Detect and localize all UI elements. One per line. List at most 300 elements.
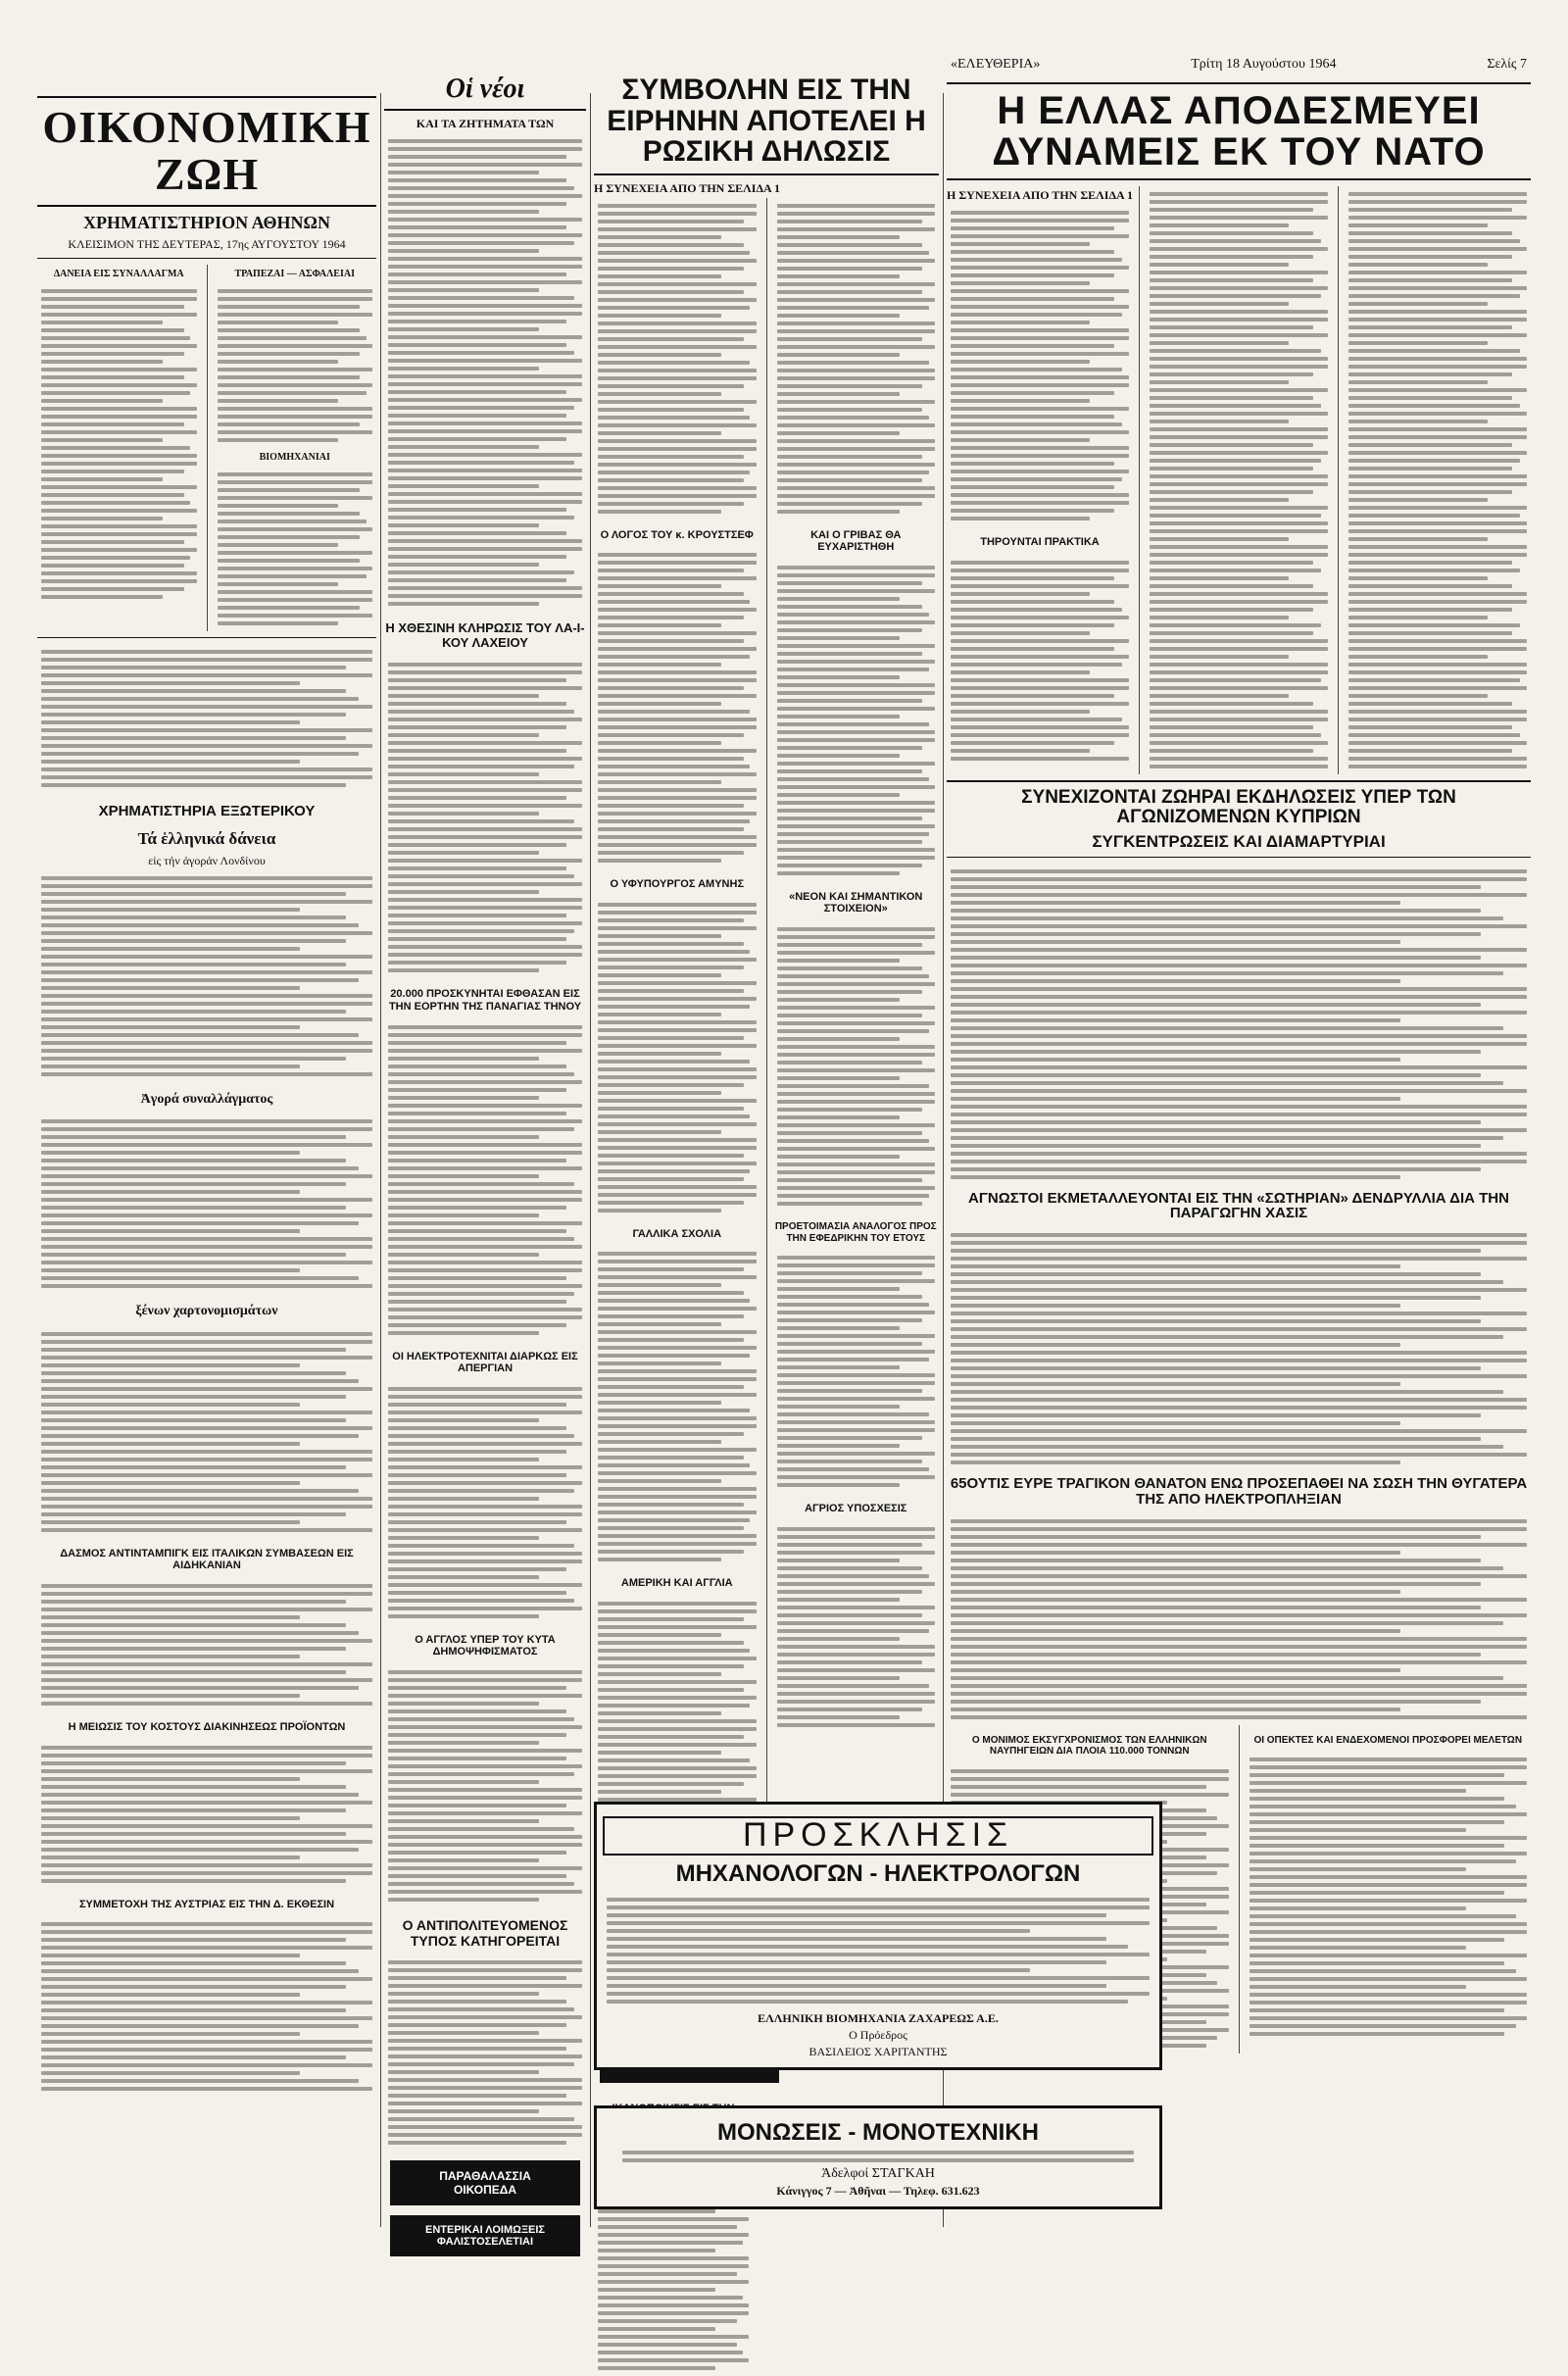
text-line: [388, 898, 582, 902]
text-line: [598, 1099, 757, 1103]
text-line: [777, 864, 923, 867]
text-line: [598, 1711, 721, 1715]
text-line: [598, 757, 744, 761]
text-line: [598, 819, 750, 823]
text-line: [598, 2335, 749, 2339]
headline: ξένων χαρτονομισμάτων: [135, 1304, 278, 1319]
text-line: [388, 772, 539, 776]
text-line: [41, 1946, 372, 1950]
text-line: [388, 1253, 539, 1257]
text-line: [41, 1356, 372, 1360]
text-line: [951, 352, 1129, 356]
text-line: [951, 470, 1129, 473]
text-line: [777, 1676, 901, 1680]
text-line: [41, 336, 190, 340]
text-line: [41, 1930, 372, 1934]
text-line: [1150, 365, 1328, 369]
text-line: [777, 668, 929, 671]
text-line: [388, 1473, 566, 1477]
text-line: [1150, 616, 1289, 619]
text-line: [598, 447, 757, 451]
text-line: [41, 1261, 372, 1264]
text-line: [777, 691, 936, 695]
text-line: [598, 2319, 737, 2323]
text-line: [41, 783, 346, 787]
text-line: [777, 1202, 923, 1206]
text-line: [777, 1194, 929, 1198]
text-line: [41, 1135, 346, 1139]
text-line: [951, 584, 1129, 588]
text-line: [1150, 718, 1328, 721]
text-line: [598, 1657, 757, 1660]
text-line: [388, 780, 582, 784]
text-line: [218, 559, 361, 563]
text-line: [598, 733, 744, 737]
text-line: [777, 1684, 929, 1688]
text-line: [598, 2288, 715, 2292]
text-line: [777, 1653, 936, 1657]
text-line: [777, 1467, 929, 1471]
text-line: [388, 421, 582, 425]
text-line: [598, 694, 757, 698]
text-line: [1150, 537, 1289, 541]
text-line: [598, 259, 757, 263]
text-line: [777, 306, 929, 310]
text-line: [777, 1475, 936, 1479]
text-line: [951, 422, 1122, 426]
text-line: [1150, 412, 1328, 416]
text-line: [41, 1512, 346, 1516]
text-line: [777, 675, 901, 679]
text-line: [951, 1413, 1481, 1417]
text-line: [218, 383, 373, 387]
text-line: [951, 1629, 1400, 1633]
text-line: [1348, 537, 1488, 541]
text-line: [41, 1206, 346, 1210]
text-line: [598, 835, 757, 839]
text-line: [41, 916, 346, 919]
text-line: [951, 344, 1114, 348]
text-line: [777, 1412, 929, 1416]
text-line: [1150, 655, 1289, 659]
text-line: [388, 335, 582, 339]
text-line: [951, 1343, 1400, 1347]
text-line: [388, 500, 582, 504]
text-line: [607, 1937, 1106, 1941]
text-line: [607, 1976, 1150, 1980]
text-line: [777, 1139, 929, 1143]
text-line: [777, 1061, 923, 1064]
text-line: [598, 1138, 757, 1142]
text-line: [1150, 663, 1328, 667]
text-line: [1348, 427, 1527, 431]
text-line: [598, 2311, 749, 2315]
text-line: [951, 1437, 1481, 1441]
text-line: [388, 2117, 574, 2121]
headline: ΤΗΡΟΥΝΤΑΙ ΠΡΑΚΤΙΚΑ: [980, 536, 1100, 548]
text-line: [777, 620, 936, 624]
text-line: [598, 1260, 757, 1263]
text-line: [41, 1969, 359, 1973]
text-line: [388, 1874, 566, 1878]
text-line: [1150, 318, 1328, 322]
text-line: [777, 856, 936, 860]
text-line: [1250, 2032, 1505, 2036]
text-line: [951, 1777, 1229, 1781]
text-line: [41, 1221, 359, 1225]
headline: Ο ΑΝΤΙΠΟΛΙΤΕΥΟΜΕΝΟΣ ΤΥΠΟΣ ΚΑΤΗΓΟΡΕΙΤΑΙ: [402, 1917, 568, 1950]
text-line: [1348, 623, 1520, 627]
text-line: [598, 608, 757, 612]
text-line: [951, 971, 1503, 975]
text-line: [598, 204, 757, 208]
text-line: [1348, 725, 1512, 729]
text-line: [388, 1434, 574, 1438]
text-line: [41, 2048, 372, 2052]
headline: ΚΑΙ Ο ΓΡΙΒΑΣ ΘΑ ΕΥΧΑΡΙΣΤΗΘΗ: [810, 528, 902, 554]
text-line: [1250, 1805, 1516, 1808]
text-line: [41, 446, 190, 450]
text-line: [1150, 561, 1313, 565]
text-line: [777, 754, 901, 758]
text-line: [218, 407, 373, 411]
text-line: [41, 1769, 372, 1773]
text-line: [388, 2015, 582, 2019]
text-line: [388, 194, 582, 198]
text-line: [951, 226, 1114, 230]
text-line: [388, 1804, 566, 1807]
text-line: [41, 1473, 372, 1477]
text-line: [951, 1128, 1527, 1132]
text-line: [388, 2031, 539, 2035]
text-line: [598, 670, 757, 674]
text-line: [777, 1334, 936, 1338]
headline: Η ΧΘΕΣΙΝΗ ΚΛΗΡΩΣΙΣ ΤΟΥ ΛΑ-Ι-ΚΟΥ ΛΑΧΕΙΟΥ: [385, 620, 585, 651]
text-line: [598, 989, 744, 993]
text-line: [1250, 1820, 1505, 1824]
text-line: [598, 812, 757, 816]
text-line: [41, 1237, 372, 1241]
text-line: [388, 757, 582, 761]
text-line: [1348, 694, 1488, 698]
text-line: [1150, 529, 1328, 533]
text-line: [388, 1599, 574, 1603]
text-line: [598, 282, 757, 286]
text-line: [777, 660, 936, 664]
text-line: [951, 250, 1114, 254]
text-line: [41, 2016, 372, 2020]
text-line: [951, 1304, 1400, 1308]
text-line: [777, 1092, 936, 1096]
text-line: [777, 1021, 936, 1025]
text-line: [777, 1006, 936, 1010]
text-line: [388, 866, 566, 870]
text-line: [777, 1311, 936, 1314]
text-line: [41, 422, 184, 426]
text-line: [777, 990, 923, 994]
text-line: [1348, 380, 1488, 384]
text-line: [777, 345, 936, 349]
text-line: [388, 1497, 539, 1501]
text-line: [41, 454, 197, 458]
text-line: [951, 1668, 1400, 1672]
text-line: [388, 1764, 582, 1768]
text-line: [777, 431, 901, 435]
text-line: [951, 336, 1129, 340]
text-line: [598, 267, 744, 271]
text-line: [1348, 349, 1520, 353]
text-line: [598, 243, 744, 247]
text-line: [777, 699, 923, 703]
text-line: [388, 1395, 582, 1399]
text-line: [388, 968, 539, 972]
text-line: [41, 1505, 372, 1509]
text-line: [607, 1992, 1150, 1996]
text-line: [1150, 757, 1328, 761]
text-line: [777, 494, 936, 498]
text-line: [951, 749, 1090, 753]
text-line: [607, 1929, 1030, 1933]
text-line: [388, 804, 582, 808]
text-line: [598, 1471, 757, 1475]
text-line: [41, 1993, 300, 1997]
text-line: [218, 472, 373, 476]
text-line: [777, 329, 936, 333]
text-line: [388, 1788, 582, 1792]
text-line: [41, 767, 372, 771]
text-line: [1250, 2024, 1516, 2028]
text-line: [951, 1280, 1503, 1284]
text-line: [607, 1953, 1150, 1956]
text-line: [598, 1385, 744, 1389]
text-line: [388, 1992, 539, 1996]
text-line: [951, 1144, 1481, 1148]
text-line: [388, 1796, 582, 1800]
text-line: [41, 2063, 372, 2067]
text-line: [388, 1694, 582, 1698]
text-line: [218, 614, 373, 618]
text-line: [388, 1968, 582, 1972]
main-headline: Η ΕΛΛΑΣ ΑΠΟΔΕΣΜΕΥΕΙ ΔΥΝΑΜΕΙΣ ΕΚ ΤΟΥ ΝΑΤΟ: [992, 89, 1486, 173]
text-line: [951, 1113, 1527, 1116]
text-line: [218, 422, 361, 426]
text-line: [951, 430, 1129, 434]
text-line: [777, 439, 936, 443]
headline: Ο ΜΟΝΙΜΟΣ ΕΚΣΥΓΧΡΟΝΙΣΜΟΣ ΤΩΝ ΕΛΛΗΝΙΚΩΝ ΝΑΥΠΗΓΕΙΩΝ ΔΙΑ ΠΛΟΙΑ 110.000 ΤΟΝΝΩΝ: [971, 1734, 1207, 1757]
text-line: [388, 1678, 582, 1682]
text-line: [598, 1299, 750, 1303]
text-line: [41, 908, 300, 912]
text-line: [388, 1614, 539, 1618]
text-line: [41, 399, 163, 403]
text-line: [1348, 631, 1512, 635]
text-line: [1348, 435, 1527, 439]
text-line: [598, 1393, 757, 1397]
text-line: [1150, 247, 1328, 251]
text-line: [388, 382, 582, 386]
text-line: [598, 843, 757, 847]
text-line: [41, 876, 372, 880]
text-line: [41, 1922, 372, 1926]
text-line: [598, 510, 721, 514]
text-line: [41, 1615, 300, 1619]
text-line: [598, 1503, 744, 1507]
opinion-column: [384, 0, 586, 2249]
text-line: [218, 336, 367, 340]
text-line: [41, 2001, 372, 2005]
text-line: [951, 893, 1527, 897]
text-line: [41, 532, 197, 536]
headline: 65ΟΥΤΙΣ ΕΥΡΕ ΤΡΑΓΙΚΟΝ ΘΑΝΑΤΟΝ ΕΝΩ ΠΡΟΣΕΠΑΘΕΙ ΝΑ ΣΩΣΗ ΤΗΝ ΘΥΓΑΤΕΡΑ ΤΗΣ ΑΠΟ ΗΛΕΚΤΡΟΠΛΗΞΙΑΝ: [950, 1475, 1528, 1508]
text-line: [951, 368, 1122, 371]
text-line: [777, 1483, 901, 1487]
text-line: [41, 736, 346, 740]
text-line: [598, 561, 757, 565]
text-line: [951, 623, 1114, 627]
text-line: [388, 178, 566, 182]
text-line: [388, 586, 582, 590]
text-line: [41, 1151, 300, 1155]
text-line: [388, 343, 566, 347]
text-line: [388, 1843, 582, 1847]
text-line: [388, 1567, 566, 1571]
text-line: [598, 274, 721, 278]
text-line: [951, 694, 1114, 698]
text-line: [388, 555, 566, 559]
text-line: [41, 1678, 372, 1682]
table-heading: ΒΙΟΜΗΧΑΝΙΑΙ: [259, 451, 330, 463]
text-line: [1150, 686, 1328, 690]
subheadline: ΣΥΓΚΕΝΤΡΩΣΕΙΣ ΚΑΙ ΔΙΑΜΑΡΤΥΡΙΑΙ: [1092, 831, 1386, 851]
text-line: [388, 272, 566, 276]
text-line: [951, 1241, 1527, 1245]
text-line: [41, 1662, 372, 1666]
text-line: [951, 375, 1129, 379]
text-line: [1150, 459, 1321, 463]
text-line: [388, 445, 539, 449]
text-line: [41, 548, 197, 552]
text-line: [1150, 357, 1328, 361]
text-line: [951, 1073, 1481, 1077]
text-line: [951, 885, 1481, 889]
text-line: [598, 478, 744, 482]
text-line: [41, 383, 197, 387]
text-line: [598, 423, 757, 427]
text-line: [41, 1694, 300, 1698]
text-line: [388, 1135, 539, 1139]
text-line: [598, 1162, 757, 1165]
text-line: [598, 1774, 757, 1778]
text-line: [1250, 1852, 1528, 1856]
text-line: [598, 1075, 757, 1079]
text-line: [598, 298, 757, 302]
text-line: [1348, 388, 1527, 392]
text-line: [598, 1201, 744, 1205]
text-line: [41, 1403, 300, 1407]
text-line: [598, 1067, 757, 1071]
text-line: [218, 399, 339, 403]
text-line: [777, 1444, 901, 1448]
text-line: [388, 929, 574, 933]
text-line: [951, 686, 1129, 690]
text-line: [1348, 467, 1512, 470]
text-line: [598, 392, 721, 396]
text-line: [777, 1295, 923, 1299]
text-line: [41, 775, 372, 779]
text-line: [41, 2024, 359, 2028]
text-line: [1250, 1930, 1528, 1934]
text-line: [41, 658, 372, 662]
text-line: [388, 1686, 566, 1690]
text-line: [388, 827, 582, 831]
text-line: [598, 1060, 750, 1064]
text-line: [388, 312, 582, 316]
text-line: [777, 1358, 929, 1361]
text-line: [388, 1520, 566, 1524]
text-line: [388, 1119, 582, 1123]
text-line: [777, 1582, 936, 1586]
text-line: [951, 1692, 1527, 1696]
text-line: [598, 1448, 757, 1452]
text-line: [777, 1131, 923, 1135]
text-line: [598, 1456, 744, 1460]
text-line: [41, 1379, 359, 1383]
text-line: [951, 639, 1129, 643]
text-line: [1250, 1906, 1466, 1910]
text-line: [388, 1174, 539, 1178]
text-line: [1150, 271, 1328, 274]
text-line: [598, 710, 750, 714]
text-line: [777, 628, 923, 632]
text-line: [1348, 561, 1512, 565]
text-line: [1150, 216, 1328, 220]
text-line: [951, 1296, 1481, 1300]
headline: Ο ΥΦΥΠΟΥΡΓΟΣ ΑΜΥΝΗΣ: [610, 878, 745, 891]
text-line: [41, 1746, 372, 1750]
text-line: [1348, 616, 1488, 619]
text-line: [951, 1167, 1481, 1171]
text-line: [777, 943, 923, 947]
text-line: [1250, 1891, 1505, 1895]
text-line: [41, 2055, 346, 2059]
text-line: [218, 360, 339, 364]
text-line: [41, 1332, 372, 1336]
text-line: [1150, 569, 1321, 572]
text-line: [777, 581, 923, 585]
text-line: [598, 1664, 744, 1668]
text-line: [1348, 506, 1527, 510]
text-line: [388, 1851, 566, 1855]
text-line: [1348, 498, 1488, 502]
text-line: [1150, 223, 1289, 227]
text-line: [388, 1670, 582, 1674]
text-line: [951, 399, 1090, 403]
text-line: [41, 1655, 300, 1658]
text-line: [598, 2225, 737, 2229]
text-line: [388, 1544, 574, 1548]
text-line: [951, 1708, 1400, 1711]
text-line: [1348, 325, 1512, 329]
text-line: [1250, 2008, 1505, 2012]
text-line: [951, 1566, 1503, 1570]
text-line: [388, 1827, 574, 1831]
text-line: [777, 793, 901, 797]
text-line: [388, 1151, 582, 1155]
text-line: [1348, 529, 1527, 533]
text-line: [777, 1350, 936, 1354]
text-line: [41, 1418, 346, 1422]
headline: ΟΙ ΟΠΕΚΤΕΣ ΚΑΙ ΕΝΔΕΧΟΜΕΝΟΙ ΠΡΟΣΦΟΡΕΙ ΜΕΛΕΤΩΝ: [1253, 1734, 1523, 1746]
